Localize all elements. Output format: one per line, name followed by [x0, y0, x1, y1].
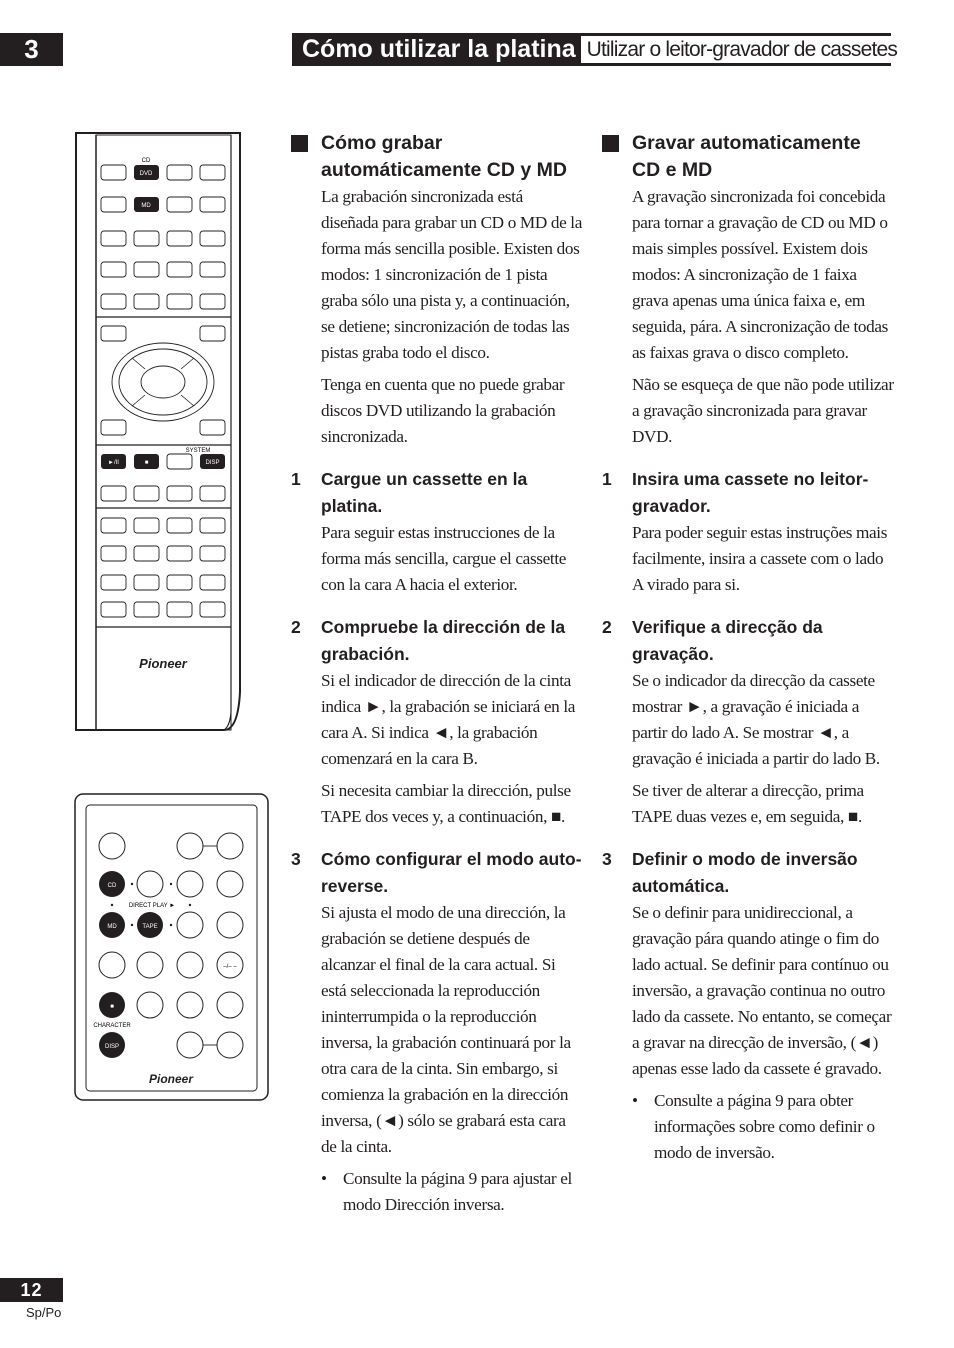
cd-label: CD	[141, 158, 151, 164]
dvd-button-label: DVD	[139, 171, 153, 177]
intro-paragraph: La grabación sincronizada está diseñada para grabar un CD o MD de la forma más sencilla posible. Existen dos modos: 1 sincronización de 1 pista graba sólo una pista y, a continuación, se detiene; sincronización de todas las pistas graba todo el disco.	[321, 187, 583, 362]
disp-label: DISP	[205, 460, 220, 466]
step-2-es	[291, 614, 583, 668]
step-1-pt	[602, 466, 894, 520]
chapter-title-pt: Utilizar o leitor-gravador de cassetes	[581, 36, 897, 63]
bullet-item-es	[321, 1166, 583, 1218]
section-title-es: Cómo grabar automáticamente CD y MD	[321, 132, 567, 181]
step-text: Para poder seguir estas instruções mais facilmente, insira a cassete com o lado A virado para si.	[632, 523, 888, 594]
chapter-number-tab: 3	[0, 33, 63, 66]
step-title: Cómo configurar el modo auto-reverse.	[321, 849, 582, 896]
system-label: SYSTEM	[185, 448, 211, 454]
step-title: Cargue un cassette en la platina.	[321, 469, 528, 516]
step-number: 2	[291, 617, 301, 637]
stop-round-label: ■	[110, 1004, 114, 1010]
tape-round-label: TAPE	[142, 924, 158, 930]
spanish-column	[291, 130, 583, 1218]
section-heading-es	[291, 130, 583, 184]
step-title: Verifique a direcção da gravação.	[632, 617, 823, 664]
intro-pt	[632, 184, 894, 450]
md-round-label: MD	[107, 924, 117, 930]
step-1-es	[291, 466, 583, 520]
chapter-title-bar	[292, 33, 898, 66]
step-text: Si ajusta el modo de una dirección, la grabación se detiene después de alcanzar el final de la cara actual. Si está seleccionada la reproducción ininterrumpida o la reproducción inversa, la grabación continuará por la otra cara de la cinta. Sin embargo, si comienza la grabación en la dirección inversa, (◄) sólo se grabará esta cara de la cinta.	[321, 903, 571, 1156]
step-text: Se tiver de alterar a direcção, prima TAPE duas vezes e, em seguida, ■.	[632, 781, 864, 826]
portuguese-column	[602, 130, 894, 1166]
language-code: Sp/Po	[26, 1305, 62, 1320]
intro-es	[321, 184, 583, 450]
step-number: 1	[602, 469, 612, 489]
step-number: 3	[602, 849, 612, 869]
step-number: 2	[602, 617, 612, 637]
step-title: Compruebe la dirección de la grabación.	[321, 617, 566, 664]
intro-paragraph: Tenga en cuenta que no puede grabar discos DVD utilizando la grabación sincronizada.	[321, 375, 565, 446]
intro-paragraph: A gravação sincronizada foi concebida para tornar a gravação de CD ou MD o mais simples possível. Existem dois modos: A sincronização de 1 faixa grava apenas uma única faixa e, em seguida, pára. A sincronização de todas as faixas grava o disco completo.	[632, 187, 889, 362]
pioneer-logo: Pioneer	[139, 656, 187, 671]
intro-paragraph: Não se esqueça de que não pode utilizar a gravação sincronizada para gravar DVD.	[632, 375, 894, 446]
section-square-icon	[602, 135, 619, 152]
step-text: Si el indicador de dirección de la cinta indica ►, la grabación se iniciará en la cara A. Si indica ◄, la grabación comenzará en la cara B.	[321, 671, 576, 768]
stop-label: ■	[144, 460, 149, 466]
step-text: Se o definir para unidireccional, a gravação pára quando atinge o fim do lado actual. Se definir para contínuo ou inversão, a gravação continua no outro lado da cassete. No entanto, se começar a gravar na direcção de inversão, (◄) apenas esse lado da cassete é gravado.	[632, 903, 892, 1078]
step-number: 3	[291, 849, 301, 869]
cd-round-label: CD	[107, 883, 117, 889]
remote-control-illustration	[74, 132, 244, 732]
chapter-title-es: Cómo utilizar la platina	[302, 35, 576, 63]
step-number: 1	[291, 469, 301, 489]
disp-round-label: DISP	[104, 1044, 120, 1050]
page-number: 12	[0, 1278, 63, 1302]
bullet-dot: •	[321, 1169, 327, 1188]
direct-play-label: DIRECT PLAY ►	[128, 903, 176, 909]
step-title: Definir o modo de inversão automática.	[632, 849, 858, 896]
step-title: Insira uma cassete no leitor-gravador.	[632, 469, 869, 516]
step-3-es	[291, 846, 583, 900]
md-button-label: MD	[141, 203, 151, 209]
dash-button-label: –/– –	[223, 964, 237, 970]
section-square-icon	[291, 135, 308, 152]
character-label: CHARACTER	[93, 1023, 131, 1029]
step-text: Se o indicador da direcção da cassete mostrar ►, a gravação é iniciada a partir do lado A. Se mostrar ◄, a gravação é iniciada a partir do lado B.	[632, 671, 880, 768]
card-remote-illustration	[74, 793, 270, 1103]
step-3-pt	[602, 846, 894, 900]
step-text: Si necesita cambiar la dirección, pulse TAPE dos veces y, a continuación, ■.	[321, 781, 571, 826]
step-text: Para seguir estas instrucciones de la forma más sencilla, cargue el cassette con la cara A hacia el exterior.	[321, 523, 567, 594]
pioneer-logo-small: Pioneer	[148, 1072, 194, 1086]
bullet-text: Consulte la página 9 para ajustar el modo Dirección inversa.	[343, 1169, 572, 1214]
play-pause-label: ►/II	[108, 460, 119, 466]
bullet-text: Consulte a página 9 para obter informações sobre como definir o modo de inversão.	[654, 1091, 875, 1162]
section-title-pt: Gravar automaticamente CD e MD	[632, 132, 861, 181]
step-2-pt	[602, 614, 894, 668]
section-heading-pt	[602, 130, 894, 184]
bullet-item-pt	[632, 1088, 894, 1166]
bullet-dot: •	[632, 1091, 638, 1110]
